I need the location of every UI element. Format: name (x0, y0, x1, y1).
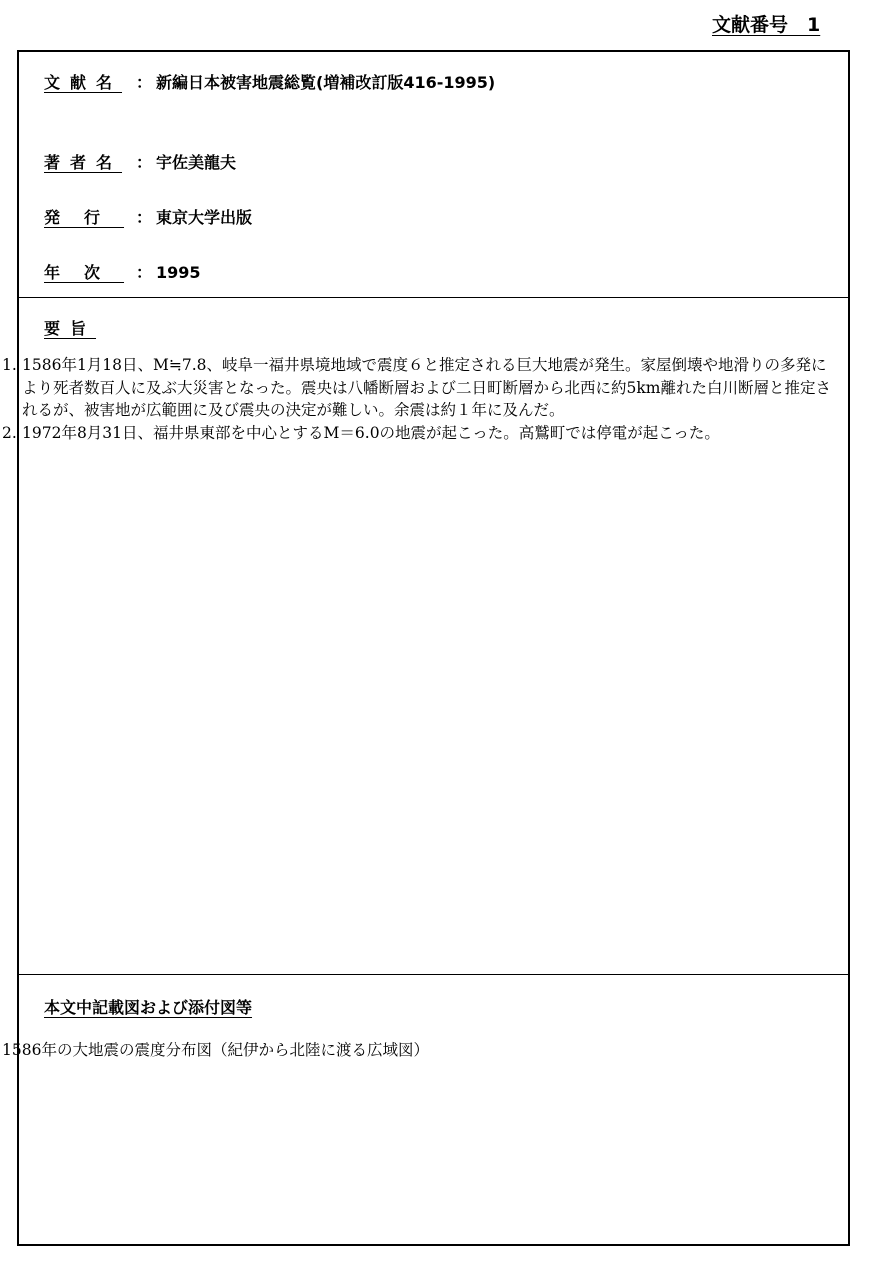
author-row (44, 150, 236, 173)
publisher-value: 東京大学出版 (156, 208, 253, 227)
summary-item-text: 1586年1月18日、M≒7.8、岐阜一福井県境地域で震度６と推定される巨大地震が発生。家屋倒壊や地滑りの多発により死者数百人に及ぶ大災害となった。震央は八幡断層および二日町断層から北西に約5km離れた白川断層と推定されるが、被害地が広範囲に及び震央の決定が難しい。余震は約１年に及んだ。 (22, 356, 831, 419)
title-value: 新編日本被害地震総覧(増補改訂版416-1995) (156, 73, 496, 92)
summary-item-number: 2. (2, 423, 17, 442)
document-frame (2, 50, 850, 1246)
summary-item-text: 1972年8月31日、福井県東部を中心とするM＝6.0の地震が起こった。高鷲町では停電が起こった。 (22, 423, 720, 442)
year-row (44, 260, 201, 283)
summary-item-1 (2, 354, 834, 422)
figures-heading: 本文中記載図および添付図等 (44, 998, 253, 1017)
title-separator: ： (136, 73, 153, 92)
author-separator: ： (136, 153, 153, 172)
summary-item-number: 1. (2, 356, 17, 374)
document-number: 文献番号 1 (712, 14, 821, 36)
summary-list (2, 354, 834, 444)
figures-section (2, 975, 848, 1244)
title-row (44, 70, 495, 93)
summary-item-2 (2, 422, 834, 445)
summary-heading: 要旨 (44, 319, 97, 338)
publisher-row (44, 205, 252, 228)
publisher-label: 発行 (44, 208, 125, 227)
title-label: 文献名 (44, 73, 123, 92)
publisher-separator: ： (136, 208, 153, 227)
summary-section (2, 298, 848, 975)
year-label: 年次 (44, 263, 125, 282)
bibliographic-section (19, 52, 848, 298)
year-value: 1995 (156, 263, 201, 282)
year-separator: ： (136, 263, 153, 282)
author-value: 宇佐美龍夫 (156, 153, 237, 172)
author-label: 著者名 (44, 153, 123, 172)
figures-description: 1586年の大地震の震度分布図（紀伊から北陸に渡る広域図） (2, 1041, 429, 1059)
